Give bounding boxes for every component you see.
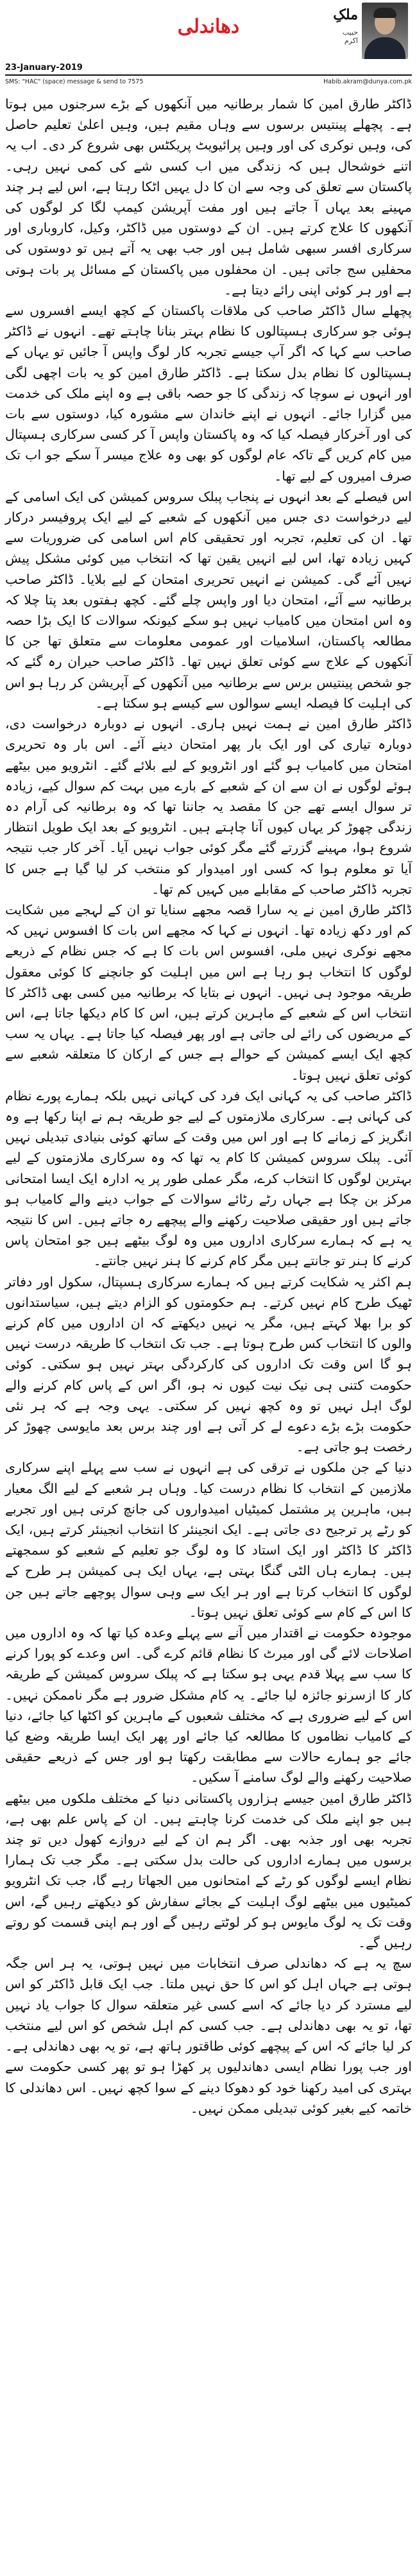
article-paragraph: سچ یہ ہے کہ دھاندلی صرف انتخابات میں نہیں ہوتی، یہ ہر اس جگہ ہوتی ہے جہاں اہل کو اس کا حق نہیں ملتا۔ جب ایک قابل ڈاکٹر کو اس لیے مسترد کر دیا جائے کہ اسے کسی غیر متعلقہ سوال کا جواب یاد نہیں تھا، تو یہ بھی دھاندلی ہے۔ جب کسی کم اہل شخص کو اس لیے منتخب کر لیا جائے کہ اس کے پیچھے کوئی طاقتور ہاتھ ہے، تو یہ بھی دھاندلی ہے۔ اور جب پورا نظام ایسی دھاندلیوں پر کھڑا ہو تو پھر کسی حکومت سے بہتری کی امید رکھنا خود کو دھوکا دینے کے سوا کچھ نہیں۔ اس دھاندلی کا خاتمہ کیے بغیر کوئی تبدیلی ممکن نہیں۔ (5, 1956, 412, 2116)
article-paragraph: ڈاکٹر طارق امین کا شمار برطانیہ میں آنکھوں کے بڑے سرجنوں میں ہوتا ہے۔ پچھلے پینتیس برسوں سے وہاں مقیم ہیں، وہیں اعلیٰ تعلیم حاصل کی، وہیں نوکری کی اور وہیں پرائیویٹ پریکٹس بھی شروع کر دی۔ اب یہ اتنے خوشحال ہیں کہ زندگی میں اب کسی شے کی کمی نہیں رہی۔ پاکستان سے تعلق کی وجہ سے ان کا دل یہیں اٹکا رہتا ہے، اس لیے ہر چند مہینے بعد یہاں آ جاتے ہیں اور مفت آپریشن کیمپ لگا کر لوگوں کی آنکھوں کا علاج کرتے ہیں۔ ان کے دوستوں میں ڈاکٹر، وکیل، کاروباری اور سرکاری افسر سبھی شامل ہیں اور جب بھی یہ آتے ہیں تو دوستوں کی محفلیں سج جاتی ہیں۔ ان محفلوں میں پاکستان کے مسائل پر بات ہوتی ہے اور ہر کوئی اپنی رائے دیتا ہے۔ (5, 96, 412, 298)
article-body (5, 94, 412, 2119)
contact-line (5, 78, 412, 90)
article-paragraph: ڈاکٹر صاحب کی یہ کہانی ایک فرد کی کہانی نہیں بلکہ ہمارے پورے نظام کی کہانی ہے۔ سرکاری ملازمتوں کے لیے جو طریقہ ہم نے اپنا رکھا ہے وہ انگریز کے زمانے کا ہے اور اس میں وقت کے ساتھ کوئی بنیادی تبدیلی نہیں آئی۔ پبلک سروس کمیشن کا کام یہ تھا کہ وہ سرکاری ملازمتوں کے لیے بہترین لوگوں کا انتخاب کرے، مگر عملی طور پر یہ ادارہ ایک ایسا امتحانی مرکز بن چکا ہے جہاں رٹے رٹائے سوالات کے جواب دینے والے کامیاب ہو جاتے ہیں اور حقیقی صلاحیت رکھنے والے پیچھے رہ جاتے ہیں۔ اس کا نتیجہ یہ ہے کہ ہمارے سرکاری اداروں میں وہ لوگ بیٹھے ہیں جو امتحان پاس کرنے کا ہنر تو جانتے ہیں مگر کام کرنے کا ہنر نہیں جانتے۔ (5, 1088, 412, 1269)
article-paragraph: ڈاکٹر طارق امین نے یہ سارا قصہ مجھے سنایا تو ان کے لہجے میں شکایت کم اور دکھ زیادہ تھا۔ انہوں نے کہا کہ مجھے اس بات کا افسوس نہیں کہ مجھے نوکری نہیں ملی، افسوس اس بات کا ہے کہ جس نظام کے ذریعے لوگوں کا انتخاب ہو رہا ہے اس میں اہلیت کو جانچنے کا کوئی معقول طریقہ موجود ہی نہیں۔ انہوں نے بتایا کہ برطانیہ میں کسی بھی ڈاکٹر کا انتخاب اس کے شعبے کے ماہرین کرتے ہیں، اس کا کام دیکھا جاتا ہے، اس کے مریضوں کی رائے لی جاتی ہے اور پھر فیصلہ کیا جاتا ہے۔ یہاں یہ سب کچھ ایک ایسے کمیشن کے حوالے ہے جس کے ارکان کا متعلقہ شعبے سے کوئی تعلق نہیں ہوتا۔ (5, 901, 412, 1083)
column-name: ملکِ (333, 6, 358, 23)
article-paragraph: ڈاکٹر طارق امین جیسے ہزاروں پاکستانی دنیا کے مختلف ملکوں میں بیٹھے ہیں جو اپنے ملک کی خدمت کرنا چاہتے ہیں۔ ان کے پاس علم بھی ہے، تجربہ بھی اور جذبہ بھی۔ اگر ہم ان کے لیے دروازے کھول دیں تو چند برسوں میں ہمارے اداروں کی حالت بدل سکتی ہے۔ مگر جب تک ہمارا نظام ایسے لوگوں کو رٹے کے امتحانوں میں الجھاتا رہے گا، جب تک انٹرویو کمیٹیوں میں بیٹھے لوگ اہلیت کے بجائے سفارش کو دیکھتے رہیں گے، اس وقت تک یہ لوگ مایوس ہو کر لوٹتے رہیں گے اور ہم اپنی قسمت کو روتے رہیں گے۔ (5, 1790, 412, 1951)
author-email: Habib.akram@dunya.com.pk (323, 78, 412, 85)
article-paragraph: ڈاکٹر طارق امین نے ہمت نہیں ہاری۔ انہوں نے دوبارہ درخواست دی، دوبارہ تیاری کی اور ایک بار پھر امتحان دینے آئے۔ اس بار وہ تحریری امتحان میں کامیاب ہو گئے اور انٹرویو کے لیے بلائے گئے۔ انٹرویو میں بیٹھے ہوئے لوگوں نے ان سے ان کے شعبے کے بارے میں بہت کم سوال کیے، زیادہ تر سوال ایسے تھے جن کا مقصد یہ جاننا تھا کہ وہ برطانیہ کی آرام دہ زندگی چھوڑ کر یہاں کیوں آنا چاہتے ہیں۔ انٹرویو کے بعد ایک طویل انتظار شروع ہوا، مہینے گزرتے گئے مگر کوئی جواب نہیں آیا۔ آخر کار جب نتیجہ آیا تو معلوم ہوا کہ کسی اور امیدوار کو منتخب کر لیا گیا ہے جس کا تجربہ ڈاکٹر صاحب کے مقابلے میں کہیں کم تھا۔ (5, 716, 412, 897)
publish-date: 23-January-2019 (5, 63, 83, 73)
dateline (5, 63, 412, 76)
column-title: دھاندلی (177, 15, 240, 38)
author-name: حبیب اکرم (342, 28, 358, 45)
article-paragraph: موجودہ حکومت نے اقتدار میں آنے سے پہلے وعدہ کیا تھا کہ وہ اداروں میں اصلاحات لائے گی اور میرٹ کا نظام قائم کرے گی۔ اس وعدے کو پورا کرنے کا سب سے پہلا قدم یہی ہو سکتا ہے کہ پبلک سروس کمیشن کے طریقہ کار کا ازسرنو جائزہ لیا جائے۔ یہ کام مشکل ضرور ہے مگر ناممکن نہیں۔ اس کے لیے ضروری ہے کہ مختلف شعبوں کے ماہرین کو اکٹھا کیا جائے، دنیا کے کامیاب نظاموں کا مطالعہ کیا جائے اور پھر ایک ایسا طریقہ وضع کیا جائے جو ہمارے حالات سے مطابقت رکھتا ہو اور جس کے ذریعے حقیقی صلاحیت رکھنے والے لوگ سامنے آ سکیں۔ (5, 1625, 412, 1786)
author-photo (362, 3, 408, 59)
article-paragraph: ہم اکثر یہ شکایت کرتے ہیں کہ ہمارے سرکاری ہسپتال، سکول اور دفاتر ٹھیک طرح کام نہیں کرتے۔ ہم حکومتوں کو الزام دیتے ہیں، سیاستدانوں کو برا بھلا کہتے ہیں، مگر یہ نہیں دیکھتے کہ ان اداروں میں کام کرنے والوں کا انتخاب کس طرح ہوتا ہے۔ جب تک انتخاب کا طریقہ درست نہیں ہو گا اس وقت تک اداروں کی کارکردگی بہتر نہیں ہو سکتی۔ کوئی حکومت کتنی ہی نیک نیت کیوں نہ ہو، اگر اس کے پاس کام کرنے والے لوگ اہل نہیں تو وہ کچھ نہیں کر سکتی۔ یہی وجہ ہے کہ ہر نئی حکومت بڑے بڑے دعوے لے کر آتی ہے اور چند برس بعد مایوسی چھوڑ کر رخصت ہو جاتی ہے۔ (5, 1274, 412, 1455)
article-paragraph: اس فیصلے کے بعد انہوں نے پنجاب پبلک سروس کمیشن کی ایک اسامی کے لیے درخواست دی جس میں آنکھوں کے شعبے کے لیے ایک پروفیسر درکار تھا۔ ان کی تعلیم، تجربہ اور تحقیقی کام اس اسامی کی ضروریات سے کہیں زیادہ تھا، اس لیے انہیں یقین تھا کہ انتخاب میں کوئی مشکل پیش نہیں آئے گی۔ کمیشن نے انہیں تحریری امتحان کے لیے بلایا۔ ڈاکٹر صاحب برطانیہ سے آئے، امتحان دیا اور واپس چلے گئے۔ کچھ ہفتوں بعد پتا چلا کہ وہ اس امتحان میں کامیاب نہیں ہو سکے کیونکہ سوالات کا ایک بڑا حصہ مطالعہ پاکستان، اسلامیات اور عمومی معلومات سے متعلق تھا جن کا آنکھوں کے علاج سے کوئی تعلق نہیں تھا۔ ڈاکٹر صاحب حیران رہ گئے کہ جو شخص پینتیس برس سے برطانیہ میں آنکھوں کے آپریشن کر رہا ہو اس کی اہلیت کا فیصلہ ایسے سوالوں سے کیسے ہو سکتا ہے۔ (5, 488, 412, 711)
sms-instructions: SMS: "HAC" (space) message & send to 7575 (5, 78, 144, 85)
author-block (331, 3, 408, 60)
article-paragraph: دنیا کے جن ملکوں نے ترقی کی ہے انہوں نے سب سے پہلے اپنے سرکاری ملازمین کے انتخاب کا نظام درست کیا۔ وہاں ہر شعبے کے لیے الگ معیار ہیں، ماہرین پر مشتمل کمیٹیاں امیدواروں کی جانچ کرتی ہیں اور تجربے کو رٹے پر ترجیح دی جاتی ہے۔ ایک انجینئر کا انتخاب انجینئر کرتے ہیں، ایک ڈاکٹر کا ڈاکٹر اور ایک استاد کا وہ لوگ جو تعلیم کے شعبے کو سمجھتے ہیں۔ ہمارے ہاں الٹی گنگا بہتی ہے، یہاں ایک ہی کمیشن ہر طرح کے لوگوں کا انتخاب کرتا ہے اور ہر ایک سے وہی سوال پوچھے جاتے ہیں جن کا اس کے کام سے کوئی تعلق نہیں ہوتا۔ (5, 1460, 412, 1620)
header-divider (5, 74, 412, 76)
article-paragraph: پچھلے سال ڈاکٹر صاحب کی ملاقات پاکستان کے کچھ ایسے افسروں سے ہوئی جو سرکاری ہسپتالوں کا نظام بہتر بنانا چاہتے تھے۔ انہوں نے ڈاکٹر صاحب سے کہا کہ اگر آپ جیسے تجربہ کار لوگ واپس آ جائیں تو یہاں کے ہسپتالوں کا نظام بدل سکتا ہے۔ ڈاکٹر طارق امین کو یہ بات اچھی لگی اور انہوں نے سوچا کہ زندگی کا جو حصہ باقی ہے وہ اپنے ملک کی خدمت میں گزارا جائے۔ انہوں نے اپنے خاندان سے مشورہ کیا، دوستوں سے بات کی اور آخرکار فیصلہ کیا کہ وہ پاکستان واپس آ کر کسی سرکاری ہسپتال میں کام کریں گے تاکہ عام لوگوں کو بھی وہ علاج میسر آ سکے جو اب تک صرف امیروں کے لیے تھا۔ (5, 303, 412, 484)
column-masthead (5, 0, 412, 62)
